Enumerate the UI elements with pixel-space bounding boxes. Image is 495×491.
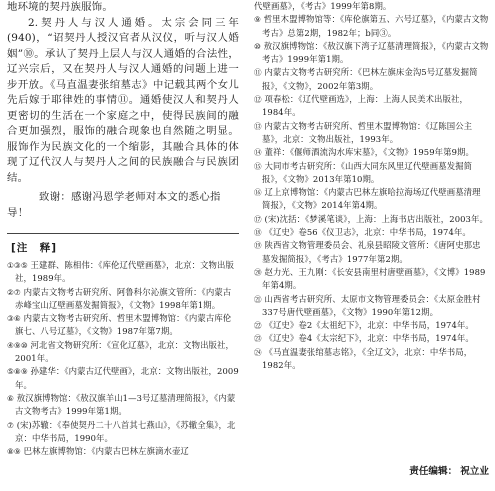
responsible-editor [409,463,489,477]
note-item [7,259,239,286]
note-item [254,0,489,13]
note-item [254,93,489,120]
note-item [7,312,239,339]
note-number: ⑥ [7,393,14,403]
note-text: 《辽史》卷2《太祖纪下》，北京：中华书局，1974年。 [264,320,474,331]
note-number: ⑩ [254,41,261,51]
note-number: ㉑ [254,294,262,304]
note-text: 董祥：《偃师酒流沟水库宋墓》，《文物》1959年第9期。 [264,147,474,158]
notes-divider [7,233,239,234]
acknowledgement: 致谢：感谢冯恩学老师对本文的悉心指导！ [7,191,221,219]
note-item [7,339,239,366]
note-text: 内蒙古文物考古研究所、哲里木盟博物馆：《辽陈国公主墓》，北京：文物出版社，1993年。 [262,120,473,144]
note-text: 辽上京博物馆：《内蒙古巴林左旗哈拉海场辽代壁画墓清理简报》，《文物》2014年第4期。 [262,187,481,211]
editor-name: 祝立业 [460,466,489,477]
notes-list-left [7,259,239,458]
note-number: ④⑨⑩ [7,340,28,350]
note-item [254,226,489,239]
note-item [254,40,489,67]
note-number: ㉓ [254,334,262,344]
body-paragraph-continued: 地环境的契丹族服饰。 [7,1,113,13]
note-text: 内蒙古文物考古研究所、阿鲁科尔沁旗文管所：《内蒙古赤峰宝山辽壁画墓发掘简报》，《文物》1998年第1期。 [15,286,232,310]
note-text: 巴林左旗博物馆：《内蒙古巴林左旗滴水壶辽 [23,446,189,457]
note-number: ②⑦ [7,287,21,297]
note-number: ⑳ [254,267,262,277]
note-text: 《辽史》卷4《太宗纪下》，北京：中华书局，1974年。 [264,333,474,344]
note-item [254,239,489,266]
note-text: 王建群、陈相伟：《库伦辽代壁画墓》，北京：文物出版社，1989年。 [15,260,234,284]
note-number: ③⑥ [7,314,21,324]
note-number: ⑲ [254,241,262,251]
note-number: ⑤⑧⑨ [7,367,28,377]
note-item [7,445,239,458]
note-text: 《马直温妻张绾墓志铭》，《全辽文》，北京：中华书局，1982年。 [262,346,473,371]
note-number: ⑱ [254,228,262,238]
note-text: 山西省考古研究所、太原市文物管理委员会：《太原金胜村337号唐代壁画墓》，《文物》1990年第12期。 [262,293,481,317]
note-item [7,286,239,313]
notes-heading: [注 释] [11,242,58,254]
note-item [7,392,239,419]
note-item [254,160,489,187]
note-text: (宋)苏辙：《奉使契丹二十八首其七燕山》，《苏辙全集》，北京：中华书局，1990年。 [15,419,236,443]
note-number: ⑧⑨ [7,447,21,457]
note-item [254,346,489,373]
note-item [7,419,239,446]
note-text: 大同市考古研究所：《山西大同东风里辽代壁画墓发掘简报》，《文物》2013年第10期。 [262,160,473,184]
note-item [254,13,489,40]
body-paragraph-intermarriage: 2.契丹人与汉人通婚。太宗会同三年(940)，“诏契丹人授汉官者从汉仪，听与汉人婚姻”⑩。承认了契丹上层人与汉人通婚的合法性，辽兴宗后，又在契丹人与汉人通婚的问题上进一步开放。《马直温妻张绾墓志》中记载其两个女儿先后嫁于耶律姓的事情⑪。通婚使汉人和契丹人更密切的生活在一个家庭之中，使得民族间的融合更加强烈，服饰的融合现象也自然随之明显。服饰作为民族文化的一个缩影，其融合具体的体现了辽代汉人与契丹人之间的民族融合与民族团结。 [7,16,239,184]
note-text: 代壁画墓》，《考古》1999年第8期。 [254,1,392,11]
notes-list-right [254,0,489,372]
note-text: 哲里木盟博物馆等：《库伦旗第五、六号辽墓》，《内蒙古文物考古》总第2期，1982年；b同③。 [262,14,489,38]
note-item [254,319,489,332]
right-column [254,0,489,372]
note-number: ①③⑤ [7,261,28,270]
note-number: ⑦ [7,420,14,430]
note-item [254,146,489,159]
note-number: ⑨ [254,15,261,25]
note-item [254,186,489,213]
note-item [254,213,489,226]
note-item [254,66,489,93]
note-text: (宋)沈括：《梦溪笔谈》，上海：上海书店出版社，2003年。 [264,213,488,224]
note-text: 赵力光、王九刚：《长安县南里村唐壁画墓》，《文博》1989年第4期。 [262,266,486,291]
note-text: 《辽史》卷56《仪卫志》，北京：中华书局，1974年。 [264,227,471,238]
editor-label: 责任编辑： [409,466,458,477]
note-number: ⑪ [254,68,262,78]
left-column [7,0,239,458]
note-number: ⑯ [254,188,262,198]
note-item [254,293,489,320]
note-number: ㉔ [254,347,262,357]
note-number: ⑮ [254,161,262,171]
note-item [254,332,489,345]
note-text: 敖汉旗博物馆：《敖汉旗羊山1—3号辽墓清理简报》，《内蒙古文物考古》1999年第1期。 [15,392,236,417]
note-text: 河北省文物研究所：《宣化辽墓》，北京：文物出版社，2001年。 [15,339,234,364]
note-number: ⑬ [254,121,262,131]
note-number: ⑭ [254,148,262,158]
note-number: ⑰ [254,214,262,224]
note-text: 项春松：《辽代壁画选》，上海：上海人民美术出版社，1984年。 [262,94,468,118]
note-text: 孙建华：《内蒙古辽代壁画》，北京：文物出版社，2009年。 [15,366,239,390]
note-text: 内蒙古文物考古研究所：《巴林左旗床金沟5号辽墓发掘简报》，《文物》，2002年第3期。 [262,67,478,91]
note-item [254,120,489,147]
note-text: 敖汉旗博物馆：《敖汉旗下湾子辽墓清理简报》，《内蒙古文物考古》1999年第1期。 [262,40,489,65]
note-number: ⑫ [254,95,262,105]
note-number: ㉒ [254,321,262,331]
note-item [254,266,489,293]
note-item [7,365,239,392]
note-text: 陕西省文物管理委员会、礼泉县昭陵文管所：《唐阿史那忠墓发掘简报》，《考古》1977年第2期。 [262,240,481,264]
note-text: 内蒙古文物考古研究所、哲里木盟博物馆：《内蒙古库伦旗七、八号辽墓》，《文物》1987年第7期。 [15,313,232,337]
